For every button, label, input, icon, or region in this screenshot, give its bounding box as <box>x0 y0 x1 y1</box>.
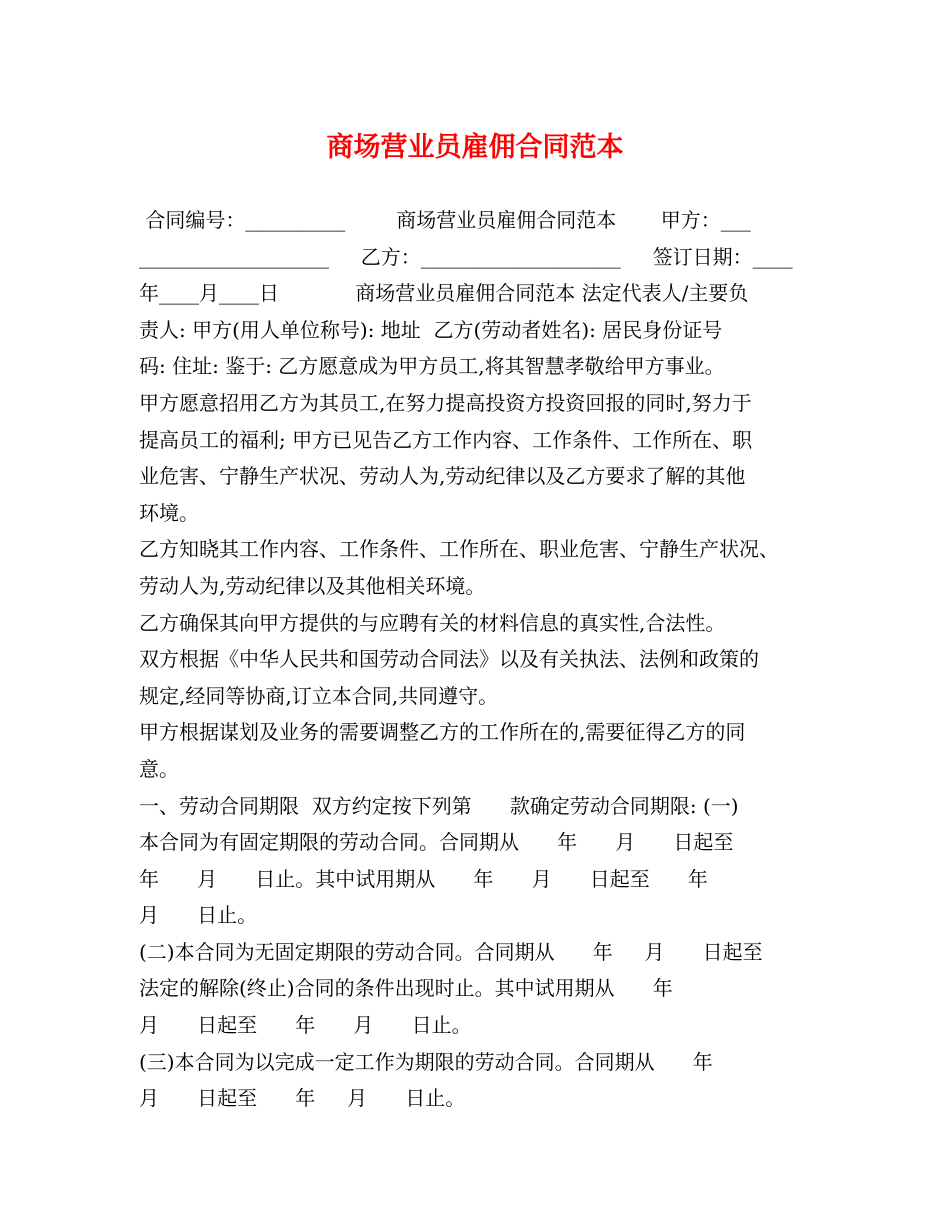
body-line: 甲方根据谋划及业务的需要调整乙方的工作所在的,需要征得乙方的同 <box>139 720 746 745</box>
body-line: 月 日止。 <box>139 903 258 928</box>
body-line: 提高员工的福利; 甲方已见告乙方工作内容、工作条件、工作所在、职 <box>139 427 753 452</box>
body-line: 月 日起至 年 月 日止。 <box>139 1013 472 1038</box>
body-line: 甲方愿意招用乙方为其员工,在努力提高投资方投资回报的同时,努力于 <box>139 390 752 415</box>
body-line: 法定的解除(终止)合同的条件出现时止。其中试用期从 年 <box>139 976 673 1001</box>
body-line: 意。 <box>139 756 179 781</box>
body-line: 月 日起至 年 月 日止。 <box>139 1086 466 1111</box>
body-line: (三)本合同为以完成一定工作为期限的劳动合同。合同期从 年 <box>139 1049 713 1074</box>
body-line: 环境。 <box>139 500 199 525</box>
body-line: 码: 住址: 鉴于: 乙方愿意成为甲方员工,将其智慧孝敬给甲方事业。 <box>139 354 725 379</box>
body-line: 本合同为有固定期限的劳动合同。合同期从 年 月 日起至 <box>139 830 734 855</box>
body-line: (二)本合同为无固定期限的劳动合同。合同期从 年 月 日起至 <box>139 939 763 964</box>
body-line: 合同编号：__________ 商场营业员雇佣合同范本 甲方：___ <box>139 208 751 232</box>
body-line: 双方根据《中华人民共和国劳动合同法》以及有关执法、法例和政策的 <box>139 647 759 672</box>
body-line: 乙方知晓其工作内容、工作条件、工作所在、职业危害、宁静生产状况、 <box>139 537 779 562</box>
body-line: 责人: 甲方(用人单位称号): 地址 乙方(劳动者姓名): 居民身份证号 <box>139 317 723 342</box>
document-title: 商场营业员雇佣合同范本 <box>326 132 624 163</box>
body-line: 年____月____日 商场营业员雇佣合同范本 法定代表人/主要负 <box>139 281 749 306</box>
body-line: 规定,经同等协商,订立本合同,共同遵守。 <box>139 683 499 708</box>
body-line: ___________________ 乙方：____________________ 签订日期：____ <box>139 244 793 269</box>
body-line: 乙方确保其向甲方提供的与应聘有关的材料信息的真实性,合法性。 <box>139 610 726 635</box>
body-line: 业危害、宁静生产状况、劳动人为,劳动纪律以及乙方要求了解的其他 <box>139 464 746 489</box>
body-line: 劳动人为,劳动纪律以及其他相关环境。 <box>139 573 486 598</box>
body-line: 一、劳动合同期限 双方约定按下列第 款确定劳动合同期限: (一) <box>139 793 739 818</box>
document-body <box>139 202 813 1117</box>
body-line: 年 月 日止。其中试用期从 年 月 日起至 年 <box>139 866 708 891</box>
